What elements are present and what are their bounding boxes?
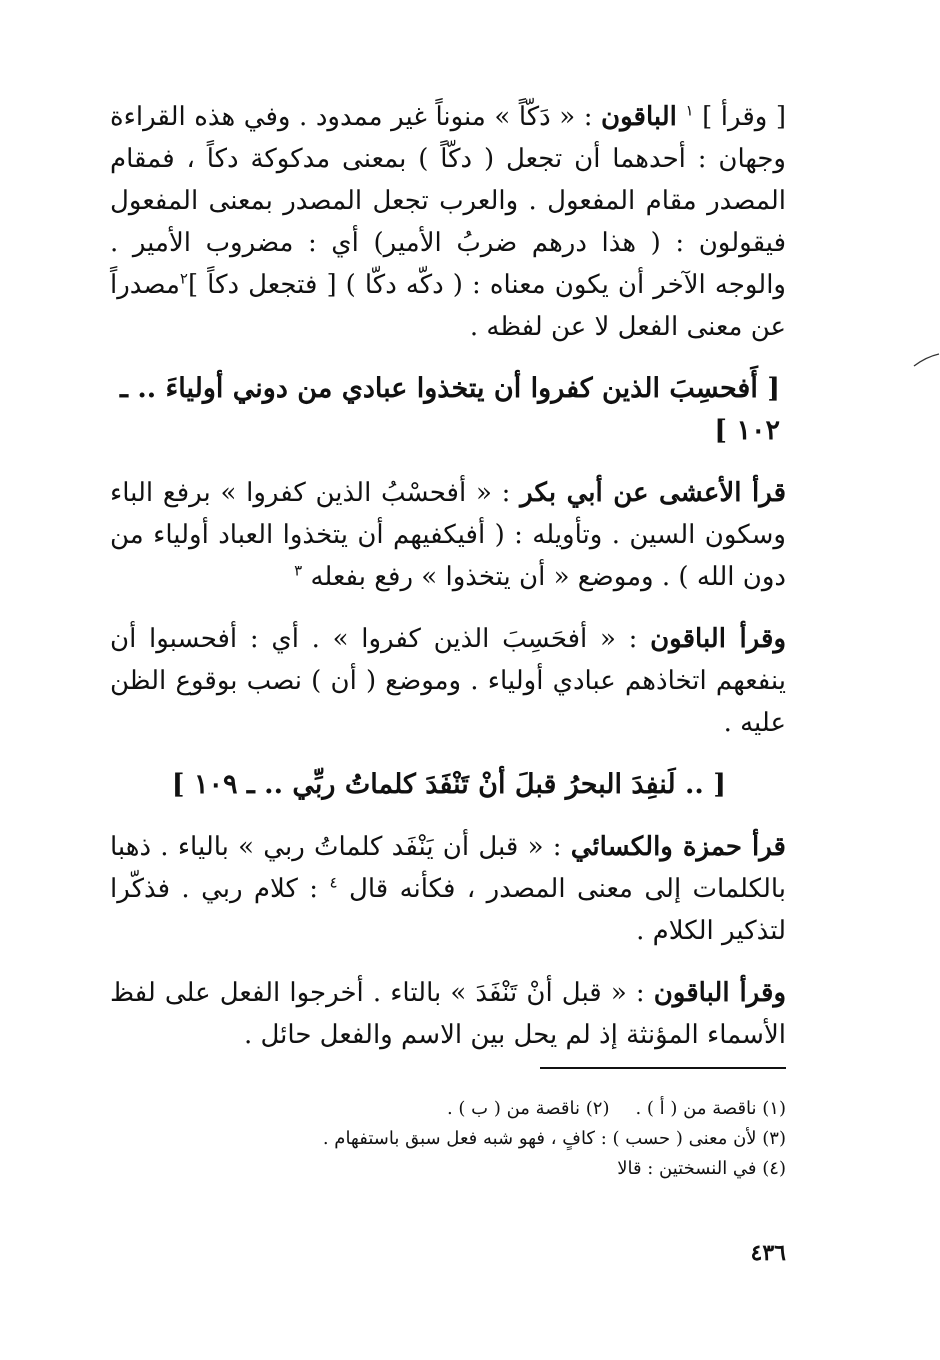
reader-name: قرأ الأعشى عن أبي بكر <box>520 478 787 508</box>
footnote-ref: ٢ <box>179 269 188 288</box>
footnote-line <box>260 1124 786 1154</box>
margin-pen-stroke <box>912 352 940 370</box>
quran-verse-heading: [ .. لَنفِدَ البحرُ قبلَ أنْ تَنْفَدَ كلماتُ ربِّي .. ـ ١٠٩ ] <box>171 769 726 800</box>
bracket-insertion: [ وقرأ ] <box>702 102 787 132</box>
paragraph-1 <box>110 96 786 348</box>
footnote-line <box>260 1094 786 1124</box>
footnotes <box>260 1094 786 1184</box>
paragraph-4 <box>110 826 786 952</box>
reader-name: وقرأ الباقون <box>653 978 787 1008</box>
reader-name: قرأ حمزة والكسائي <box>570 832 786 862</box>
quran-verse-heading: [ أَفحسِبَ الذين كفروا أن يتخذوا عبادي من دوني أولياءَ .. ـ ١٠٢ ] <box>120 373 780 446</box>
footnote-separator <box>540 1067 786 1069</box>
footnote-ref: ٣ <box>294 561 303 580</box>
main-text <box>110 96 786 1076</box>
page-number: ٤٣٦ <box>750 1240 786 1266</box>
footnote-line <box>260 1154 786 1184</box>
reader-name: الباقون <box>601 102 677 132</box>
paragraph-text: مصدراً عن معنى الفعل لا عن لفظه . <box>110 270 786 342</box>
paragraph-2 <box>110 472 786 598</box>
paragraph-3 <box>110 618 786 744</box>
reader-name: وقرأ الباقون <box>650 624 786 654</box>
paragraph-text: : « قبل أن يَنْفَد كلماتُ ربي » بالياء . ذهبا بالكلمات إلى معنى المصدر ، فكأنه قال <box>110 832 787 904</box>
paragraph-text: : « أفحَسِبَ الذين كفروا » . أي : أفحسبوا أن ينفعهم اتخاذهم عبادي أولياء . وموضع ( أن ) نصب بوقوع الظن عليه . <box>110 624 786 738</box>
paragraph-5 <box>110 972 786 1056</box>
paragraph-text: : « دَكّاً » منوناً غير ممدود . وفي هذه القراءة وجهان : أحدهما أن تجعل ( دكّاً ) بمعنى مدكوكة دكاً ، فمقام المصدر مقام المفعول . والعرب تجعل المصدر بمعنى المفعول فيقولون : ( هذا درهم ضربُ الأمير) أي : مضروب الأمير . والوجه الآخر أن يكون معناه : ( دكّه دكّا ) [ فتجعل دكاً ] <box>110 102 786 300</box>
footnote-ref: ١ <box>685 101 694 120</box>
paragraph-text: : « أفحسْبُ الذين كفروا » برفع الباء وسكون السين . وتأويله : ( أفيكفيهم أن يتخذوا العباد أولياء من دون الله ) . وموضع « أن يتخذوا » رفع بفعله <box>110 478 786 592</box>
footnote-text: (٢) ناقصة من ( ب ) . <box>446 1098 610 1119</box>
footnote-text: (٤) في النسختين : قالا <box>617 1158 786 1179</box>
footnote-text: (١) ناقصة من ( أ ) . <box>635 1098 786 1119</box>
paragraph-text: : كلام ربي . فذكّرا لتذكير الكلام . <box>110 874 786 946</box>
footnote-ref: ٤ <box>329 873 338 892</box>
footnote-text: (٣) لأن معنى ( حسب ) : كافٍ ، فهو شبه فعل سبق باستفهام . <box>322 1128 786 1149</box>
paragraph-text: : « قبل أنْ تَنْفَدَ » بالتاء . أخرجوا الفعل على لفظ الأسماء المؤنثة إذ لم يحل بين الاسم والفعل حائل . <box>110 978 786 1050</box>
